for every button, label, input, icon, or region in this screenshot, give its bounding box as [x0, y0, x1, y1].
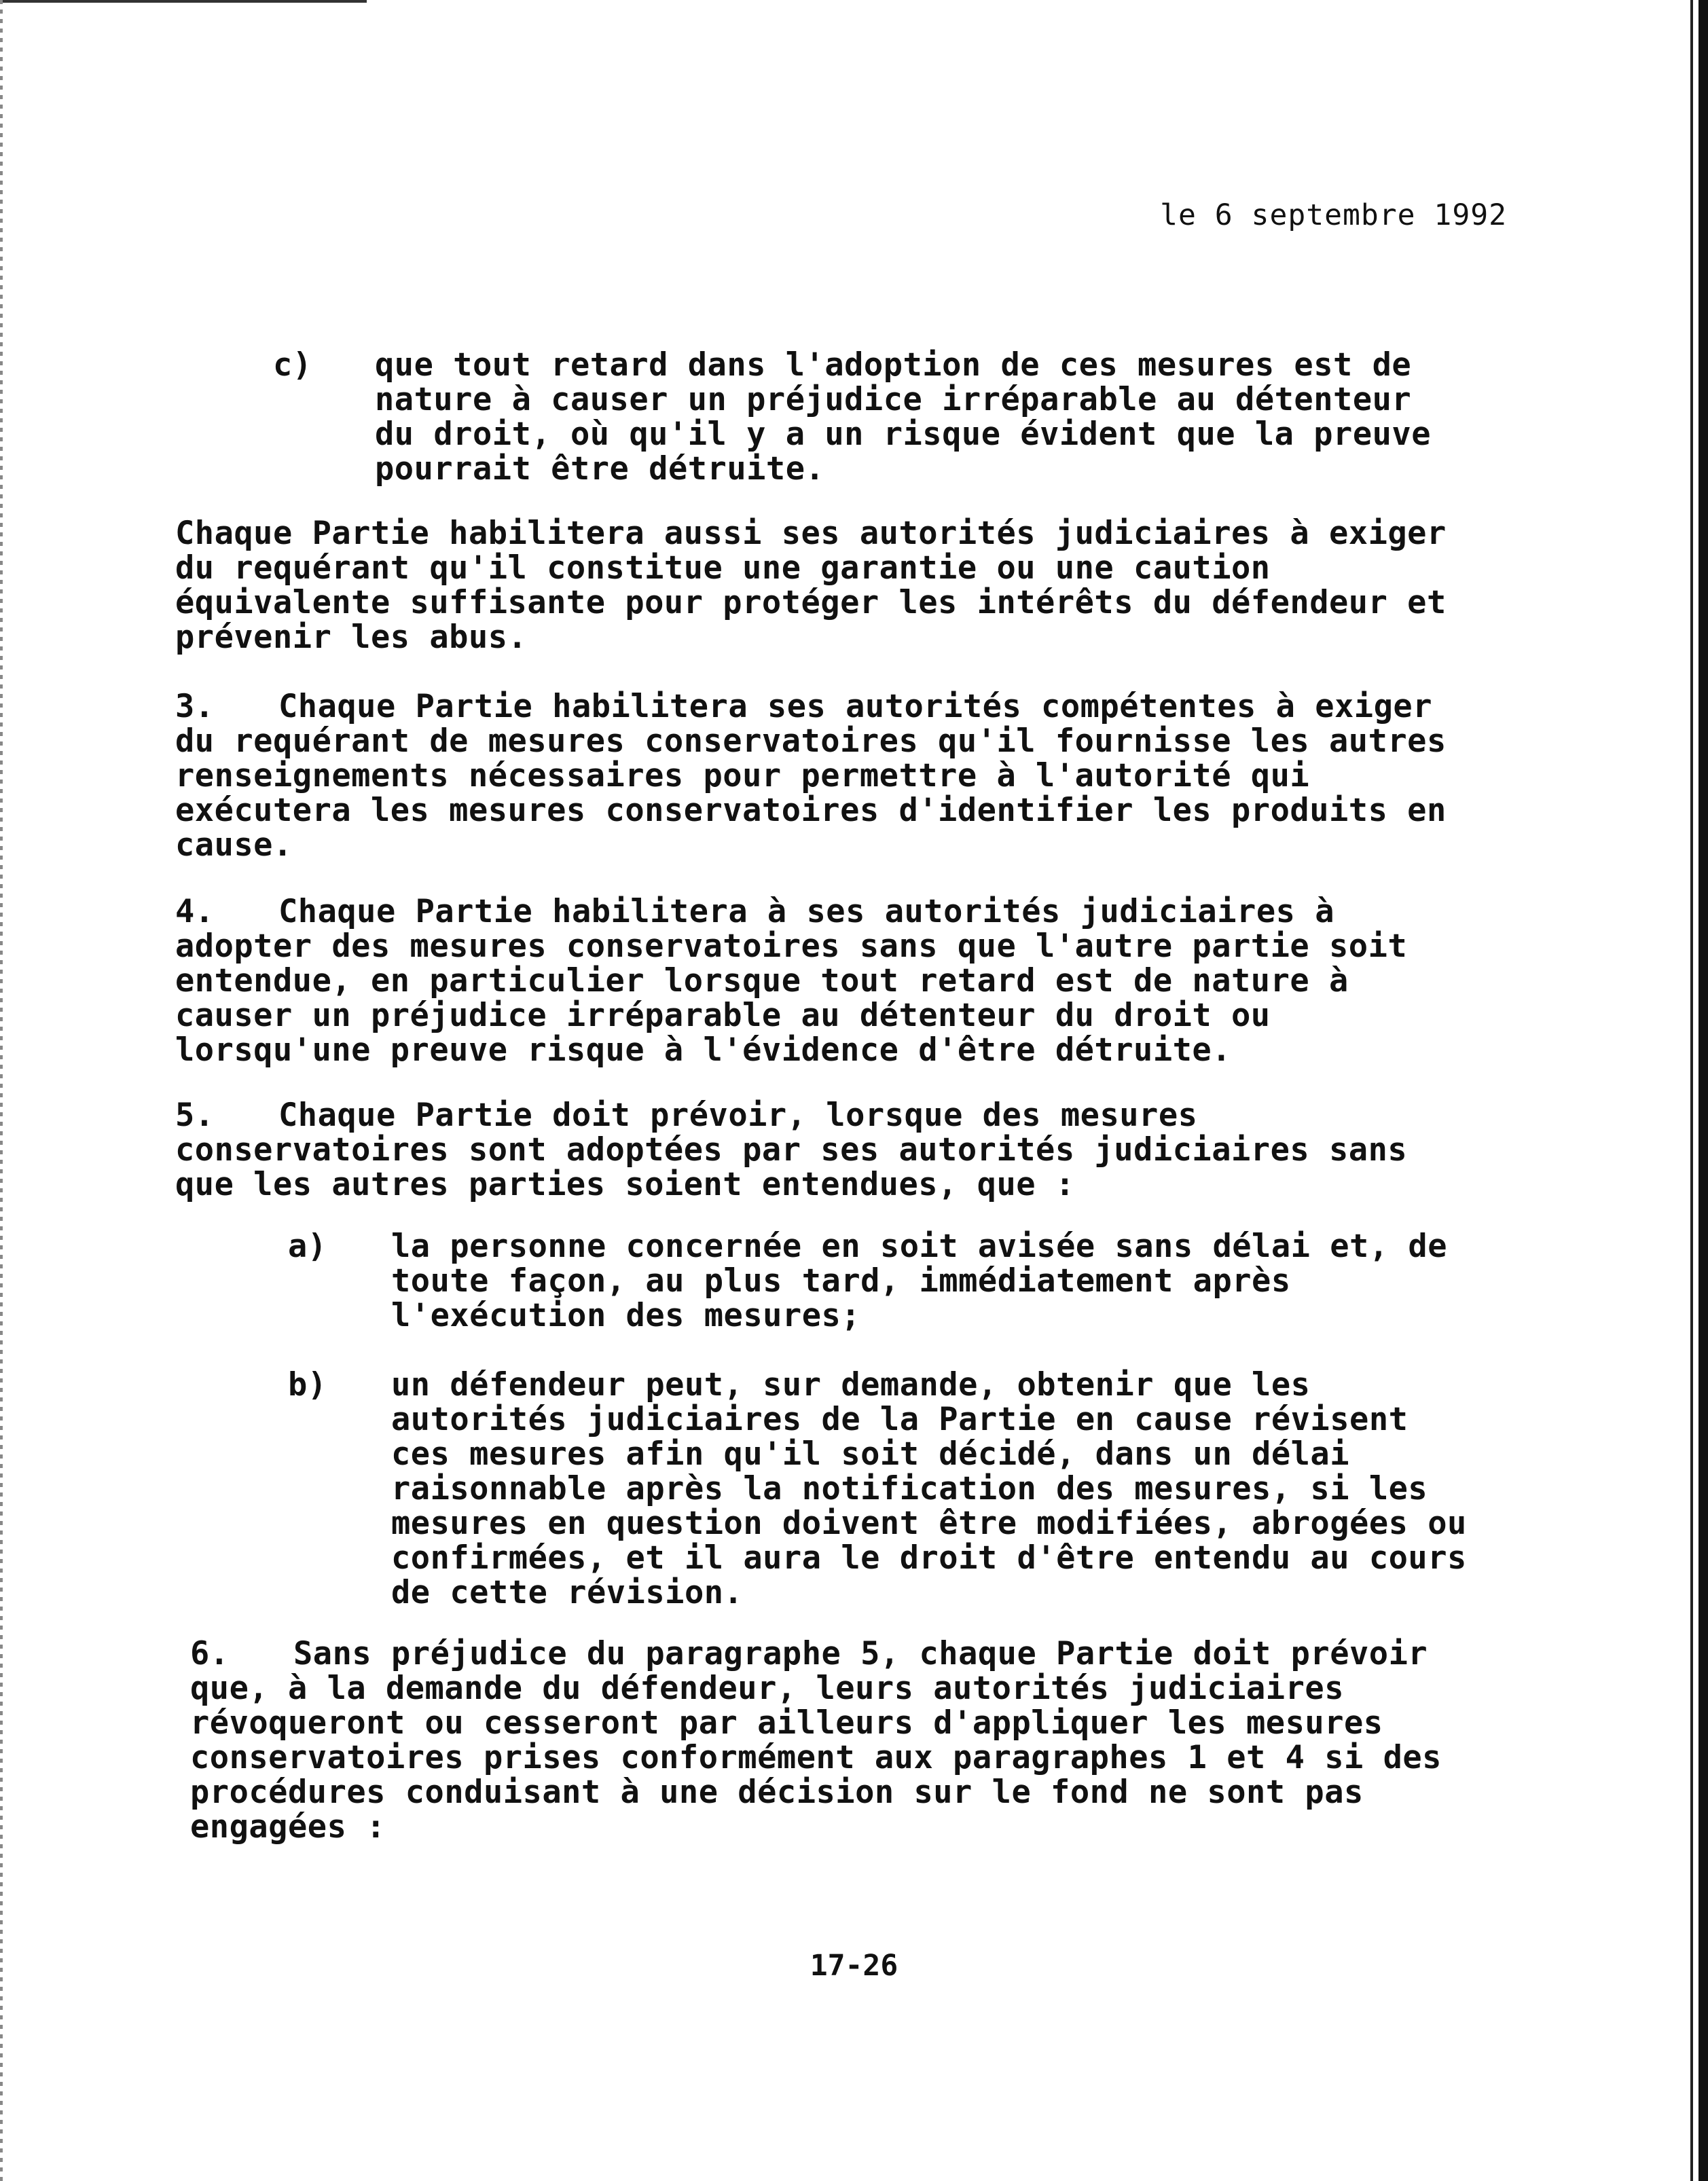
list-item-body: [391, 1229, 1447, 1333]
text-line: Chaque Partie habilitera aussi ses autorités judiciaires à exiger: [175, 515, 1447, 552]
text-line: équivalente suffisante pour protéger les intérêts du défendeur et: [175, 584, 1447, 621]
scan-edge-right-inner: [1690, 0, 1693, 2181]
list-item-body: [375, 348, 1431, 486]
text-line: nature à causer un préjudice irréparable au détenteur: [375, 381, 1412, 418]
text-line: un défendeur peut, sur demande, obtenir que les: [391, 1366, 1311, 1404]
text-line: de cette révision.: [391, 1574, 744, 1611]
text-line: du requérant de mesures conservatoires qu'il fournisse les autres: [175, 722, 1447, 760]
text-line: renseignements nécessaires pour permettre à l'autorité qui: [175, 757, 1310, 794]
text-line-content: Chaque Partie doit prévoir, lorsque des mesures: [278, 1097, 1198, 1134]
text-line: entendue, en particulier lorsque tout retard est de nature à: [175, 962, 1349, 1000]
paragraph-3: [175, 689, 1447, 862]
text-line: toute façon, au plus tard, immédiatement après: [391, 1262, 1291, 1300]
text-line: raisonnable après la notification des mesures, si les: [391, 1470, 1428, 1507]
text-line: mesures en question doivent être modifiées, abrogées ou: [391, 1505, 1467, 1542]
document-date: le 6 septembre 1992: [1160, 198, 1507, 232]
text-line: révoqueront ou cesseront par ailleurs d'appliquer les mesures: [190, 1704, 1383, 1742]
list-item-body: [391, 1368, 1467, 1610]
text-line: que les autres parties soient entendues, que :: [175, 1166, 1075, 1203]
text-line: engagées :: [190, 1808, 386, 1846]
text-line: que, à la demande du défendeur, leurs autorités judiciaires: [190, 1670, 1344, 1707]
text-line: [175, 1098, 1407, 1133]
text-line: procédures conduisant à une décision sur le fond ne sont pas: [190, 1774, 1364, 1811]
scan-edge-top: [0, 0, 367, 3]
text-line: prévenir les abus.: [175, 619, 528, 656]
text-line: pourrait être détruite.: [375, 450, 825, 488]
text-line: conservatoires sont adoptées par ses autorités judiciaires sans: [175, 1131, 1408, 1169]
text-line-content: Sans préjudice du paragraphe 5, chaque Partie doit prévoir: [293, 1635, 1428, 1672]
text-line: la personne concernée en soit avisée sans délai et, de: [391, 1228, 1448, 1265]
text-line: conservatoires prises conformément aux paragraphes 1 et 4 si des: [190, 1739, 1442, 1776]
paragraph-caution: [175, 516, 1447, 655]
paragraph-5: [175, 1098, 1407, 1202]
text-line: que tout retard dans l'adoption de ces mesures est de: [375, 346, 1412, 384]
text-line: autorités judiciaires de la Partie en cause révisent: [391, 1401, 1409, 1438]
scan-edge-left: [0, 0, 3, 2181]
text-line: du requérant qu'il constitue une garantie ou une caution: [175, 549, 1271, 587]
paragraph-4: [175, 894, 1407, 1067]
scan-edge-right: [1698, 0, 1708, 2181]
text-line: du droit, où qu'il y a un risque évident que la preuve: [375, 416, 1432, 453]
paragraph-number: 3.: [175, 688, 215, 725]
text-line: [175, 689, 1447, 724]
text-line: [190, 1636, 1442, 1671]
text-line: cause.: [175, 826, 293, 864]
text-line: adopter des mesures conservatoires sans que l'autre partie soit: [175, 928, 1408, 965]
text-line: exécutera les mesures conservatoires d'identifier les produits en: [175, 792, 1447, 829]
text-line: [175, 894, 1407, 929]
page-number: 17-26: [810, 1949, 898, 1983]
paragraph-number: 4.: [175, 893, 215, 930]
text-line: ces mesures afin qu'il soit décidé, dans un délai: [391, 1435, 1350, 1473]
text-line-content: Chaque Partie habilitera ses autorités compétentes à exiger: [278, 688, 1432, 725]
paragraph-number: 5.: [175, 1097, 215, 1134]
text-line: confirmées, et il aura le droit d'être entendu au cours: [391, 1539, 1467, 1577]
list-item-label: a): [288, 1228, 327, 1265]
text-line-content: Chaque Partie habilitera à ses autorités judiciaires à: [278, 893, 1335, 930]
text-line: causer un préjudice irréparable au détenteur du droit ou: [175, 997, 1271, 1034]
list-item-label: c): [273, 346, 312, 384]
text-line: l'exécution des mesures;: [391, 1297, 861, 1334]
list-item-label: b): [288, 1366, 327, 1404]
paragraph-number: 6.: [190, 1635, 230, 1672]
paragraph-6: [190, 1636, 1442, 1844]
text-line: lorsqu'une preuve risque à l'évidence d'être détruite.: [175, 1031, 1232, 1069]
